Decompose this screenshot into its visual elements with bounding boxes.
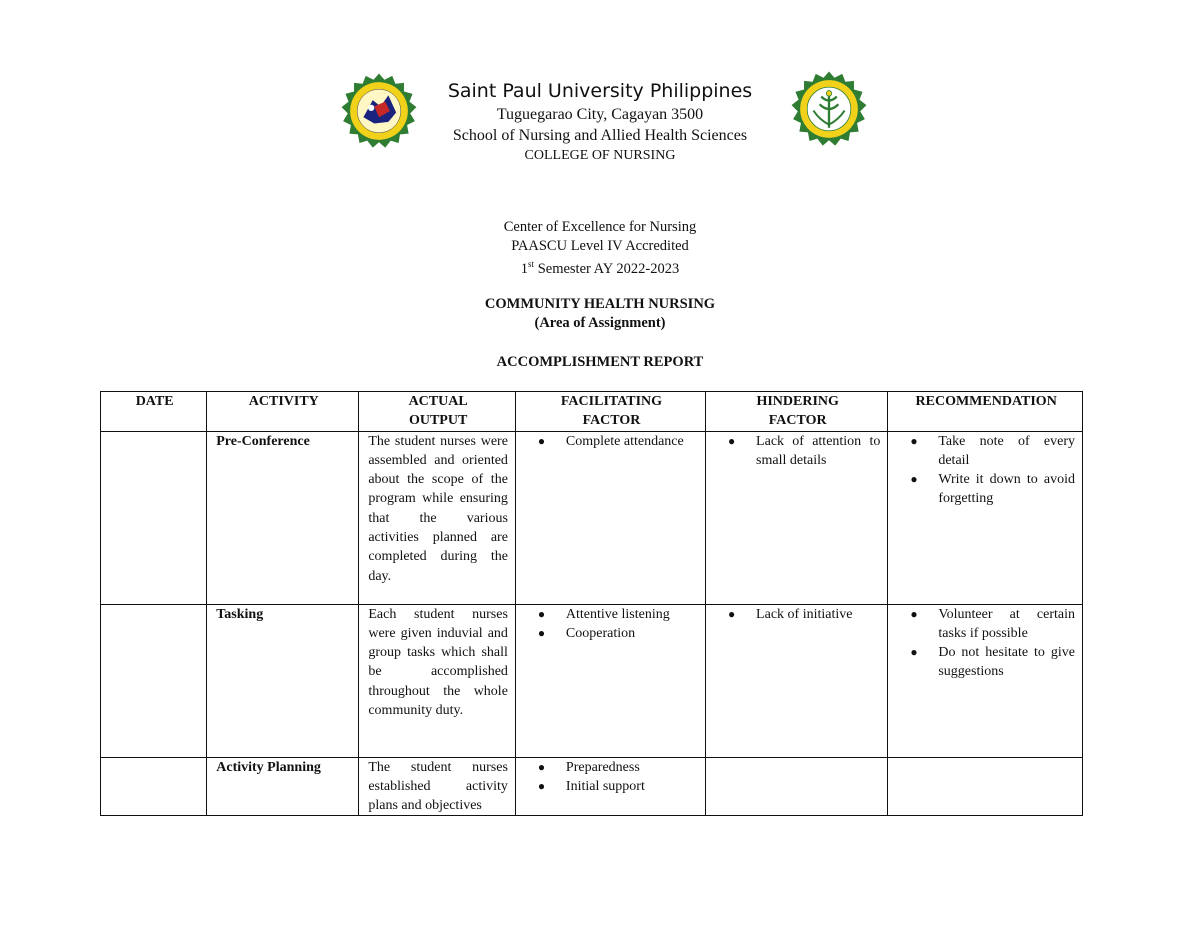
header-hindering-line2: FACTOR xyxy=(768,413,827,429)
bullet-icon: ● xyxy=(910,645,918,660)
table-row xyxy=(101,604,1083,757)
bullet-text: Write it down to avoid forgetting xyxy=(938,472,1075,507)
header-actual-output-line2: OUTPUT xyxy=(408,413,468,429)
list-item xyxy=(715,605,880,624)
list-item xyxy=(897,432,1075,471)
facilitating-factor-cell xyxy=(515,604,705,757)
list-item xyxy=(715,432,880,471)
header-actual-output-line1: ACTUAL xyxy=(408,394,468,409)
report-title: ACCOMPLISHMENT REPORT xyxy=(496,354,704,370)
bullet-icon: ● xyxy=(537,759,546,774)
college-name: COLLEGE OF NURSING xyxy=(524,148,676,163)
header-activity: ACTIVITY xyxy=(207,392,359,432)
header-facilitating-line2: FACTOR xyxy=(582,413,641,429)
header-recommendation: RECOMMENDATION xyxy=(888,392,1083,432)
header-facilitating-factor xyxy=(515,392,705,432)
list-item xyxy=(525,758,698,777)
activity-cell: Tasking xyxy=(207,604,359,757)
date-cell xyxy=(101,431,207,604)
list-item xyxy=(897,643,1075,682)
accomplishment-table xyxy=(100,391,1083,816)
bullet-icon: ● xyxy=(910,606,918,621)
semester-ordinal: st xyxy=(528,259,535,269)
facilitating-factor-cell xyxy=(515,757,705,816)
activity-cell: Activity Planning xyxy=(207,757,359,816)
actual-output-cell: Each student nurses were given induvial and group tasks which shall be accomplished throughout the whole community duty. xyxy=(359,604,516,757)
bullet-text: Volunteer at certain tasks if possible xyxy=(938,606,1075,641)
header-actual-output xyxy=(359,392,516,432)
center-of-excellence: Center of Excellence for Nursing xyxy=(503,219,697,235)
bullet-text: Take note of every detail xyxy=(938,433,1075,468)
bullet-icon: ● xyxy=(910,472,918,487)
facilitating-factor-cell xyxy=(515,431,705,604)
list-item xyxy=(525,605,698,624)
hindering-factor-cell xyxy=(706,757,888,816)
bullet-icon: ● xyxy=(537,606,546,621)
activity-cell: Pre-Conference xyxy=(207,431,359,604)
header-hindering-line1: HINDERING xyxy=(756,394,839,409)
bullet-text: Attentive listening xyxy=(565,606,670,622)
bullet-text: Lack of initiative xyxy=(756,606,853,622)
accreditation-block xyxy=(350,218,850,278)
course-heading xyxy=(350,295,850,333)
university-name: Saint Paul University Philippines xyxy=(447,80,753,102)
course-subtitle: (Area of Assignment) xyxy=(534,315,666,331)
table-row xyxy=(101,431,1083,604)
header-date: DATE xyxy=(101,392,207,432)
list-item xyxy=(525,777,698,796)
recommendation-cell xyxy=(888,431,1083,604)
actual-output-cell: The student nurses were assembled and oriented about the scope of the program while ensuring that the various activities planned are completed during the day. xyxy=(359,431,516,604)
bullet-text: Lack of attention to small details xyxy=(756,433,881,468)
list-item xyxy=(525,432,698,451)
table-row xyxy=(101,757,1083,816)
hindering-factor-cell xyxy=(706,604,888,757)
list-item xyxy=(525,624,698,643)
recommendation-cell xyxy=(888,604,1083,757)
hindering-factor-cell xyxy=(706,431,888,604)
header-hindering-factor xyxy=(706,392,888,432)
list-item xyxy=(897,470,1075,509)
course-title: COMMUNITY HEALTH NURSING xyxy=(484,296,716,312)
header-facilitating-line1: FACILITATING xyxy=(560,394,663,409)
bullet-icon: ● xyxy=(728,606,736,621)
recommendation-cell xyxy=(888,757,1083,816)
actual-output-cell: The student nurses established activity plans and objectives xyxy=(359,757,516,816)
table-header-row xyxy=(101,392,1083,432)
semester-line xyxy=(350,255,850,278)
paascu-accreditation: PAASCU Level IV Accredited xyxy=(511,237,689,254)
bullet-text: Complete attendance xyxy=(565,433,684,449)
bullet-text: Do not hesitate to give suggestions xyxy=(938,645,1075,680)
date-cell xyxy=(101,757,207,816)
bullet-icon: ● xyxy=(910,433,918,448)
university-address: Tuguegarao City, Cagayan 3500 xyxy=(496,106,704,123)
bullet-icon: ● xyxy=(537,433,546,448)
bullet-icon: ● xyxy=(537,625,546,640)
bullet-text: Cooperation xyxy=(565,625,636,641)
school-name: School of Nursing and Allied Health Sciences xyxy=(452,127,748,144)
bullet-text: Preparedness xyxy=(565,759,640,775)
semester-text: Semester AY 2022-2023 xyxy=(534,260,680,277)
letterhead xyxy=(380,78,820,166)
nursing-school-seal-logo xyxy=(790,70,868,148)
bullet-icon: ● xyxy=(728,433,736,448)
date-cell xyxy=(101,604,207,757)
semester-number: 1 xyxy=(520,260,529,277)
bullet-text: Initial support xyxy=(565,778,645,794)
list-item xyxy=(897,605,1075,644)
bullet-icon: ● xyxy=(537,778,546,793)
